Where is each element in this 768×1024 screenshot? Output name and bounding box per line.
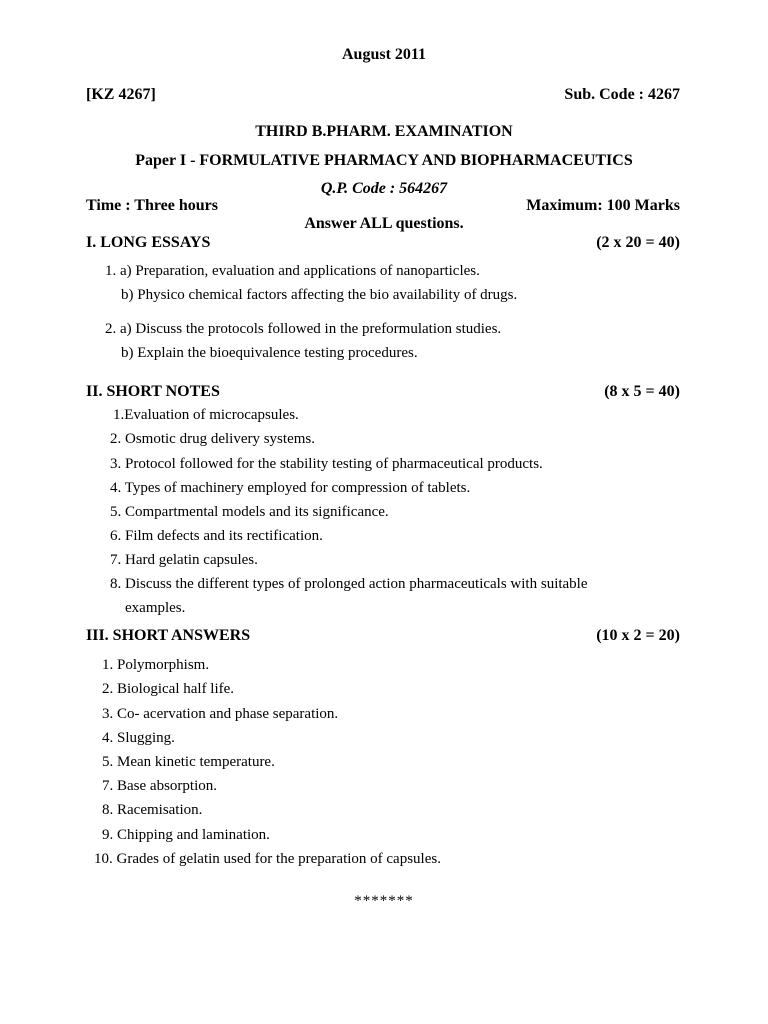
list-item: 4. Slugging. bbox=[102, 730, 175, 746]
list-item: 6. Film defects and its rectification. bbox=[110, 528, 323, 544]
exam-title: THIRD B.PHARM. EXAMINATION bbox=[255, 123, 513, 140]
list-item: 2. Biological half life. bbox=[102, 681, 235, 697]
section-title-short-answers: III. SHORT ANSWERS bbox=[86, 627, 251, 644]
list-item: 8. Discuss the different types of prolonged action pharmaceuticals with suitable bbox=[110, 576, 588, 592]
list-item: 1. Polymorphism. bbox=[102, 657, 210, 673]
list-item: 7. Hard gelatin capsules. bbox=[110, 552, 258, 568]
instruction: Answer ALL questions. bbox=[304, 215, 464, 232]
list-item: 2. Osmotic drug delivery systems. bbox=[110, 431, 315, 447]
list-item: 5. Mean kinetic temperature. bbox=[102, 754, 275, 770]
kz-code: [KZ 4267] bbox=[86, 86, 156, 103]
paper-title: Paper I - FORMULATIVE PHARMACY AND BIOPHARMACEUTICS bbox=[135, 152, 633, 169]
list-item: 3. Protocol followed for the stability testing of pharmaceutical products. bbox=[110, 456, 543, 472]
list-item: 1.Evaluation of microcapsules. bbox=[113, 407, 299, 423]
list-item: 9. Chipping and lamination. bbox=[102, 827, 270, 843]
section-title-long-essays: I. LONG ESSAYS bbox=[86, 234, 211, 251]
list-item: 4. Types of machinery employed for compression of tablets. bbox=[110, 480, 471, 496]
list-item: 1. a) Preparation, evaluation and applications of nanoparticles. bbox=[105, 263, 480, 279]
list-item: 3. Co- acervation and phase separation. bbox=[102, 706, 339, 722]
list-item: 8. Racemisation. bbox=[102, 802, 203, 818]
list-item: b) Physico chemical factors affecting the bio availability of drugs. bbox=[121, 287, 518, 303]
exam-date: August 2011 bbox=[341, 46, 427, 63]
section-marks-short-answers: (10 x 2 = 20) bbox=[596, 627, 680, 644]
section-marks-short-notes: (8 x 5 = 40) bbox=[604, 383, 680, 400]
time-allowed: Time : Three hours bbox=[86, 197, 219, 214]
list-item: 5. Compartmental models and its significance. bbox=[110, 504, 389, 520]
list-item: examples. bbox=[125, 600, 186, 616]
section-marks-long-essays: (2 x 20 = 40) bbox=[596, 234, 680, 251]
list-item: 7. Base absorption. bbox=[102, 778, 217, 794]
list-item: 2. a) Discuss the protocols followed in the preformulation studies. bbox=[105, 321, 502, 337]
end-marker: ******* bbox=[354, 893, 414, 909]
sub-code: Sub. Code : 4267 bbox=[564, 86, 680, 103]
max-marks: Maximum: 100 Marks bbox=[526, 197, 680, 214]
qp-code: Q.P. Code : 564267 bbox=[320, 180, 448, 197]
list-item: 10. Grades of gelatin used for the preparation of capsules. bbox=[94, 851, 441, 867]
list-item: b) Explain the bioequivalence testing procedures. bbox=[121, 345, 418, 361]
section-title-short-notes: II. SHORT NOTES bbox=[86, 383, 220, 400]
